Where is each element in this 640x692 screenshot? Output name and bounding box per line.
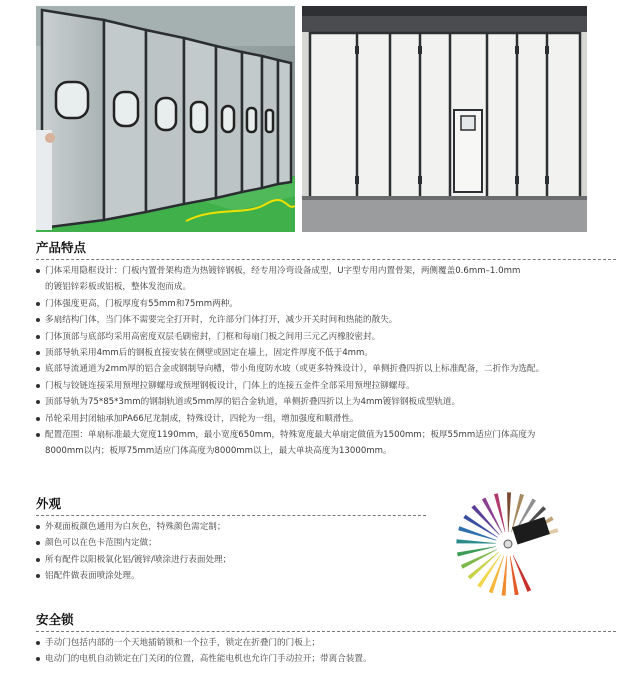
color-swatch-strip [457, 546, 497, 557]
lock-item [36, 651, 616, 667]
folding-door-front-image [302, 6, 587, 232]
color-swatch-fan [430, 492, 566, 600]
lock-section [36, 612, 616, 668]
feature-item [36, 378, 616, 394]
feature-item [36, 263, 616, 296]
appearance-text: 所有配件以阳极氧化铝/镀锌/喷涂进行表面处理； [45, 554, 232, 565]
feature-text-continued: 的镀铝锌彩板或铝板，整体发泡而成。 [45, 282, 192, 293]
folding-door-photo-front [302, 6, 587, 232]
color-swatch-strip [507, 492, 512, 532]
feature-item [36, 361, 616, 377]
feature-text: 吊轮采用封闭轴承加PA66尼龙制成，特殊设计，四轮为一组，增加强度和顺滑性。 [45, 413, 359, 424]
feature-text: 顶部导轨采用4mm后的钢板直接安装在侧壁或固定在墙上，固定件厚度不低于4mm。 [45, 348, 374, 359]
appearance-text: 铝配件做表面喷涂处理。 [45, 571, 140, 582]
feature-item [36, 411, 616, 427]
lock-text: 手动门包括内部的一个天地插销锁和一个拉手，锁定在折叠门的门板上； [45, 638, 321, 648]
features-divider [36, 259, 616, 260]
feature-text: 底部导流通道为2mm厚的铝合金或钢制导向槽，带小角度防水坡（或更多特殊设计），单侧折叠四折以上标准配备，二折作为选配。 [45, 364, 545, 375]
folding-door-perspective-image [36, 6, 295, 232]
lock-divider [36, 631, 616, 632]
feature-text: 顶部导轨为75*85*3mm的钢制轨道或5mm厚的铝合金轨道，单侧折叠四折以上为4mm镀锌钢板成型轨道。 [45, 397, 461, 408]
feature-text: 配置范围：单扇标准最大宽度1190mm，最小宽度650mm，特殊宽度最大单扇定做值为1500mm；板厚55mm适应门体高度为 [45, 430, 536, 441]
feature-item [36, 329, 616, 345]
product-photos [0, 0, 640, 232]
feature-text: 多扇结构门体，当门体不需要完全打开时，允许部分门体打开，减少开关时间和热能的散失。 [45, 315, 398, 326]
lock-list [36, 635, 616, 668]
appearance-title: 外观 [36, 496, 62, 511]
color-fan-icon [430, 492, 566, 600]
lock-item [36, 635, 616, 651]
folding-door-photo-perspective [36, 6, 295, 232]
feature-item [36, 427, 616, 460]
appearance-divider [36, 515, 426, 516]
color-swatch-strip [510, 556, 520, 596]
appearance-text: 颜色可以在色卡范围内定做； [45, 538, 157, 549]
feature-text: 门体强度更高，门板厚度有55mm和75mm两种。 [45, 298, 238, 309]
color-swatch-strip [456, 539, 496, 544]
appearance-text: 外观面板颜色通用为白灰色，特殊颜色需定制； [45, 522, 226, 532]
feature-text: 门板与铰链连接采用预埋拉铆螺母或预埋钢板设计，门体上的连接五金件全部采用预埋拉铆螺母。 [45, 380, 415, 391]
lock-text: 电动门的电机自动锁定在门关闭的位置，高性能电机也允许门手动拉开；带离合装置。 [45, 654, 372, 665]
feature-item [36, 394, 616, 410]
feature-item [36, 345, 616, 361]
features-list [36, 263, 616, 460]
features-section [36, 240, 616, 460]
lock-title: 安全锁 [36, 612, 74, 627]
feature-text-continued: 8000mm以内；板厚75mm适应门体高度为8000mm以上，最大单块高度为13000mm。 [45, 446, 392, 457]
features-title: 产品特点 [36, 240, 87, 255]
fan-pivot [504, 540, 512, 548]
feature-text: 门体顶部与底部均采用高密度双层毛刷密封，门框和每扇门板之间用三元乙丙橡胶密封。 [45, 331, 381, 342]
feature-item [36, 312, 616, 328]
feature-item [36, 296, 616, 312]
feature-text: 门体采用隐框设计：门板内置骨架构造为热镀锌钢板，经专用冷弯设备成型，U字型专用内置骨架，两侧覆盖0.6mm–1.0mm [45, 266, 521, 276]
